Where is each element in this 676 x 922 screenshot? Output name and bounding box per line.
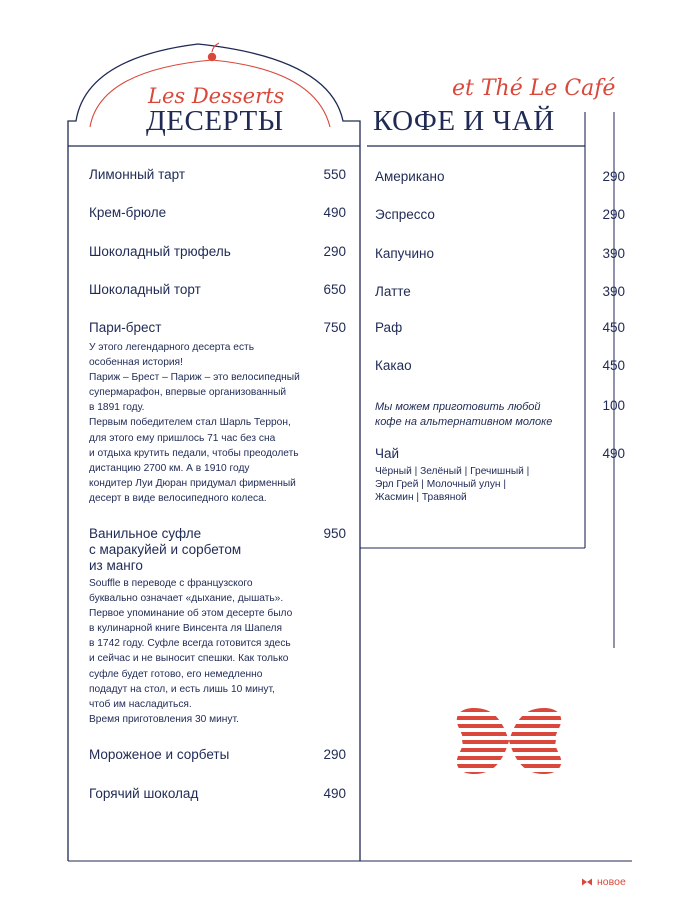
coffee-name: Раф [375,320,403,335]
dessert-name: Горячий шоколад [89,786,199,801]
cherry-icon [208,53,216,61]
dessert-name: Шоколадный торт [89,282,201,297]
dessert-price: 490 [323,205,346,220]
new-legend-label: новое [597,876,626,888]
coffee-price: 290 [602,207,625,222]
coffee-name: Американо [375,169,445,184]
coffee-name: Латте [375,284,411,299]
dessert-name: Лимонный тарт [89,167,186,182]
dessert-price: 290 [323,244,346,259]
coffee-price: 450 [602,358,625,373]
dessert-price: 490 [323,786,346,801]
coffee-price: 450 [602,320,625,335]
coffee-name: Эспрессо [375,207,435,222]
dessert-name: Пари-брест [89,320,162,335]
bow-mini-icon [581,878,593,886]
dessert-price: 290 [323,747,346,762]
coffee-price: 390 [602,284,625,299]
coffee-name: Какао [375,358,412,373]
dessert-price: 650 [323,282,346,297]
coffee-script-title: et Thé Le Café [452,76,616,101]
dessert-description: Souffle в переводе с французского буквально означает «дыхание, дышать». Первое упоминание об этом десерте было в кулинарной книге Винсента ля Шапеля в 1742 году. Суфле всегда готовится здесь и сейчас и не выносит спешки. Как только суфле будет готово, его немедленно подадут на стол, и есть лишь 10 минут, чтоб им насладиться. Время приготовления 30 минут. [89,578,293,725]
coffee-name: Капучино [375,246,434,261]
desserts-script-title: Les Desserts [148,84,285,108]
new-legend [581,876,626,888]
coffee-title: КОФЕ И ЧАЙ [373,105,555,137]
dessert-price: 950 [323,526,346,541]
bow-icon [452,706,566,776]
tea-varieties: Чёрный | Зелёный | Гречишный | Эрл Грей | Молочный улун | Жасмин | Травяной [375,466,530,503]
alt-milk-note: Мы можем приготовить любой кофе на альтернативном молоке [375,401,553,428]
dessert-description: У этого легендарного десерта есть особенная история! Париж – Брест – Париж – это велосипедный супермарафон, впервые организованный в 1891 году. Первым победителем стал Шарль Террон, для этого ему пришлось 71 час без сна и отдыха крутить педали, чтобы преодолеть дистанцию 2700 км. А в 1910 году кондитер Луи Дюран придумал фирменный десерт в виде велосипедного колеса. [89,342,300,504]
tea-price: 490 [602,446,625,461]
coffee-price: 290 [602,169,625,184]
dessert-name: Мороженое и сорбеты [89,747,230,762]
dessert-name: Крем-брюле [89,205,167,220]
coffee-price: 390 [602,246,625,261]
dessert-name: Ванильное суфле с маракуйей и сорбетом из манго [89,526,242,573]
dessert-price: 750 [323,320,346,335]
tea-name: Чай [375,446,400,461]
cherry-stem [212,43,219,52]
dessert-name: Шоколадный трюфель [89,244,231,259]
desserts-title: ДЕСЕРТЫ [146,105,284,137]
dessert-price: 550 [323,167,346,182]
alt-milk-price: 100 [602,398,625,413]
